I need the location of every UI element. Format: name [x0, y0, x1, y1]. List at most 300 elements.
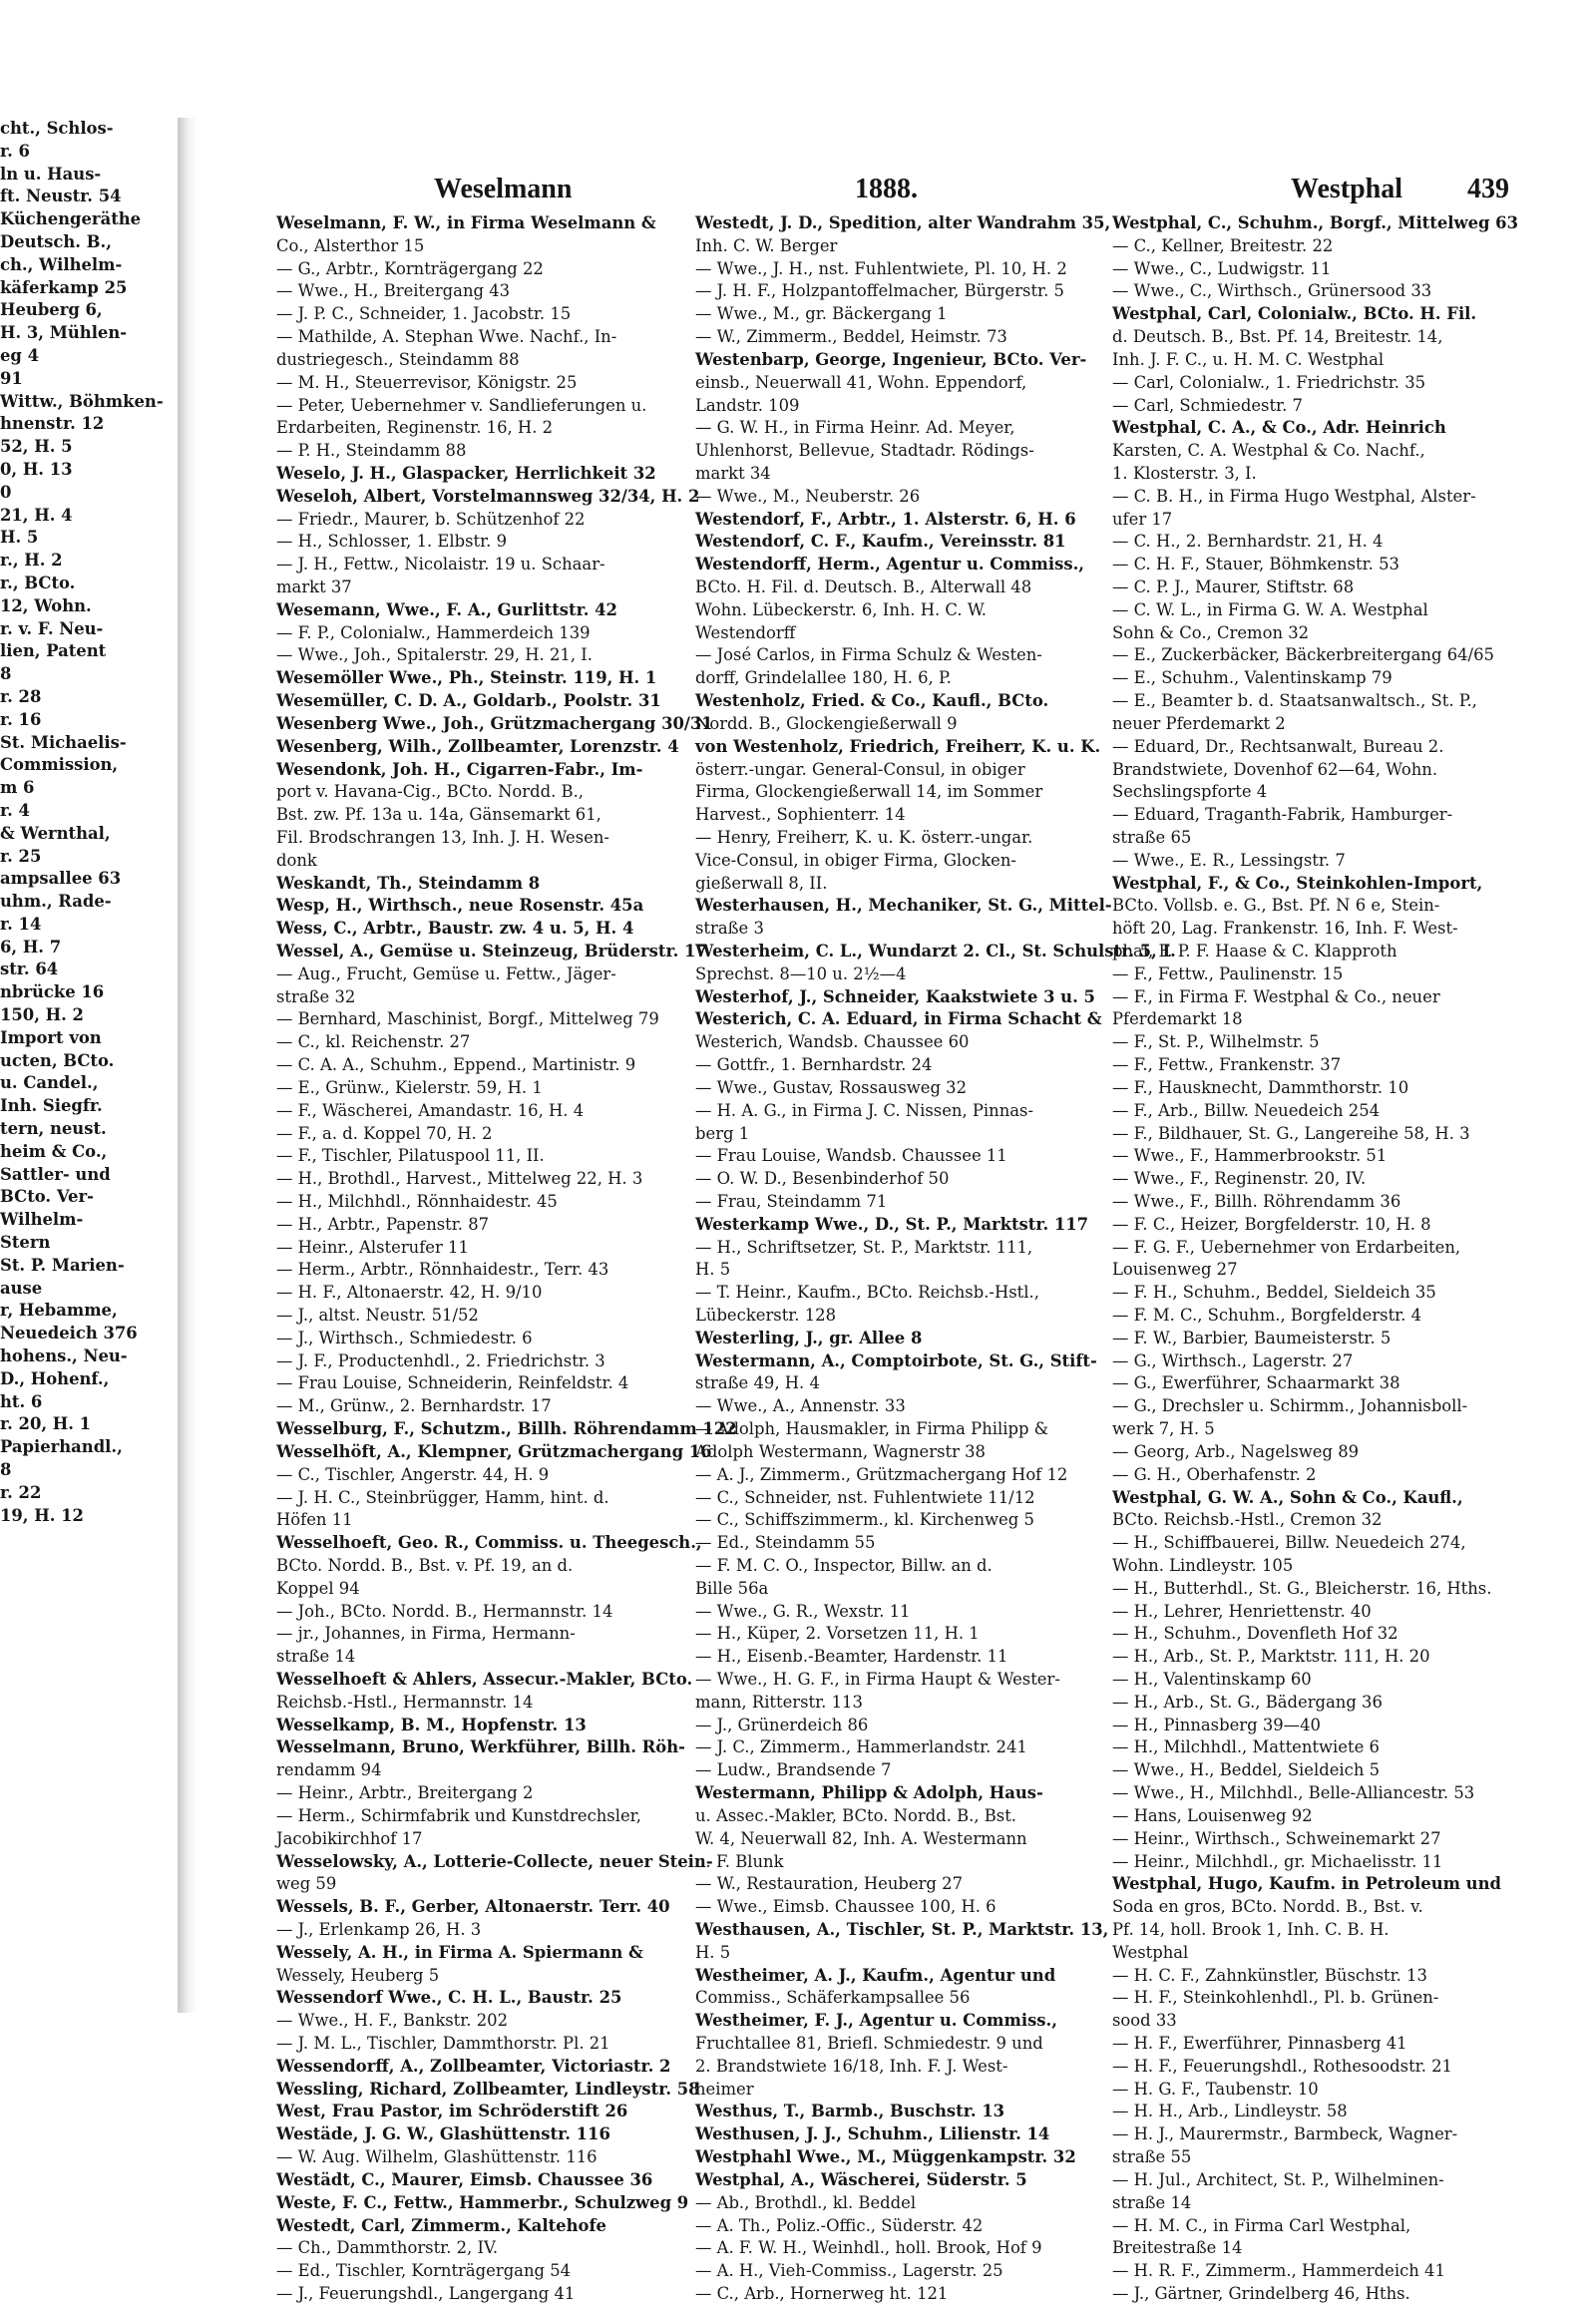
fragment-line: 52, H. 5 [0, 437, 73, 457]
directory-entry-line: — Wwe., C., Ludwigstr. 11 [1112, 258, 1332, 278]
fragment-line: H. 3, Mühlen- [0, 323, 128, 343]
directory-entry-line: — J. H., Fettw., Nicolaistr. 19 u. Schaar- [276, 555, 605, 575]
directory-entry-line: — H., Pinnasberg 39—40 [1112, 1715, 1321, 1734]
fragment-line: r. 20, H. 1 [0, 1414, 92, 1434]
directory-entry-line: — C. B. H., in Firma Hugo Westphal, Alster- [1112, 486, 1476, 506]
directory-entry-line: Wesselburg, F., Schutzm., Billh. Röhrendamm 122 [276, 1419, 737, 1439]
directory-entry-line: Soda en gros, BCto. Nordd. B., Bst. v. [1112, 1897, 1423, 1917]
directory-entry-line: — Wwe., M., Neuberstr. 26 [695, 486, 921, 506]
directory-entry-line: Wesendonk, Joh. H., Cigarren-Fabr., Im- [276, 759, 643, 779]
directory-entry-line: — Aug., Frucht, Gemüse u. Fettw., Jäger- [276, 963, 616, 983]
directory-entry-line: — Ch., Dammthorstr. 2, IV. [276, 2238, 499, 2258]
directory-entry-line: Co., Alsterthor 15 [276, 235, 425, 255]
directory-entry-line: Wesselowsky, A., Lotterie-Collecte, neuer Stein- [276, 1851, 713, 1871]
directory-entry-line: Westerkamp Wwe., D., St. P., Marktstr. 117 [695, 1214, 1089, 1234]
directory-entry-line: — Gottfr., 1. Bernhardstr. 24 [695, 1055, 933, 1075]
directory-entry-line: — H. R. F., Zimmerm., Hammerdeich 41 [1112, 2261, 1445, 2281]
running-header [200, 174, 1588, 213]
fragment-line: ln u. Haus- [0, 164, 102, 184]
directory-entry-line: Pferdemarkt 18 [1112, 1009, 1243, 1029]
directory-entry-line: einsb., Neuerwall 41, Wohn. Eppendorf, [695, 372, 1027, 392]
directory-entry-line: — F., Bildhauer, St. G., Langereihe 58, H. 3 [1112, 1123, 1470, 1143]
directory-entry-line: — Wwe., A., Annenstr. 33 [695, 1396, 906, 1416]
directory-entry-line: — E., Grünw., Kielerstr. 59, H. 1 [276, 1077, 543, 1097]
directory-entry-line: — E., Schuhm., Valentinskamp 79 [1112, 668, 1393, 688]
directory-entry-line: — Wwe., H., Milchhdl., Belle-Alliancestr. 53 [1112, 1783, 1475, 1803]
directory-entry-line: Wohn. Lindleystr. 105 [1112, 1555, 1294, 1575]
directory-entry-line: 2. Brandstwiete 16/18, Inh. F. J. West- [695, 2056, 1008, 2076]
directory-entry-line: — H. F., Feuerungshdl., Rothesoodstr. 21 [1112, 2056, 1452, 2076]
directory-entry-line: — H. J., Maurermstr., Barmbeck, Wagner- [1112, 2124, 1458, 2144]
directory-entry-line: — Ed., Steindamm 55 [695, 1533, 876, 1553]
directory-entry-line: — F., in Firma F. Westphal & Co., neuer [1112, 986, 1440, 1006]
fragment-line: m 6 [0, 778, 35, 798]
directory-entry-line: — Heinr., Alsterufer 11 [276, 1237, 469, 1257]
fragment-line: lien, Patent [0, 641, 107, 661]
directory-entry-line: BCto. H. Fil. d. Deutsch. B., Alterwall 48 [695, 577, 1032, 596]
fragment-line: 12, Wohn. [0, 595, 92, 615]
directory-entry-line: Louisenweg 27 [1112, 1260, 1238, 1280]
directory-entry-line: straße 55 [1112, 2147, 1192, 2167]
directory-entry-line: Landstr. 109 [695, 395, 800, 415]
directory-entry-line: — G., Ewerführer, Schaarmarkt 38 [1112, 1373, 1400, 1393]
directory-entry-line: — J., Grünerdeich 86 [695, 1715, 869, 1734]
directory-entry-line: — J. C., Zimmerm., Hammerlandstr. 241 [695, 1737, 1027, 1757]
fragment-line: Stern [0, 1233, 51, 1253]
fragment-line: ft. Neustr. 54 [0, 187, 122, 206]
directory-entry-line: — Wwe., H. F., Bankstr. 202 [276, 2011, 509, 2031]
fragment-line: nbrücke 16 [0, 982, 105, 1002]
directory-entry-line: — C. H. F., Stauer, Böhmkenstr. 53 [1112, 555, 1399, 575]
directory-entry-line: Westerich, Wandsb. Chaussee 60 [695, 1032, 970, 1052]
fragment-line: cht., Schlos- [0, 119, 114, 138]
directory-entry-line: — F. C., Heizer, Borgfelderstr. 10, H. 8 [1112, 1214, 1431, 1234]
directory-entry-line: — E., Beamter b. d. Staatsanwaltsch., St. P., [1112, 691, 1477, 711]
directory-entry-line: Erdarbeiten, Reginenstr. 16, H. 2 [276, 418, 554, 438]
directory-entry-line: — Wwe., Gustav, Rossausweg 32 [695, 1077, 968, 1097]
directory-entry-line: — M., Grünw., 2. Bernhardstr. 17 [276, 1396, 552, 1416]
directory-entry-line: — J., Gärtner, Grindelberg 46, Hths. [1112, 2283, 1410, 2303]
fragment-line: Sattler- und [0, 1164, 111, 1184]
directory-entry-line: Bille 56a [695, 1578, 769, 1598]
directory-entry-line: — Carl, Schmiedestr. 7 [1112, 395, 1303, 415]
directory-entry-line: Wesselkamp, B. M., Hopfenstr. 13 [276, 1715, 587, 1734]
directory-entry-line: — Frau, Steindamm 71 [695, 1191, 888, 1211]
directory-entry-line: — jr., Johannes, in Firma, Hermann- [276, 1624, 576, 1644]
directory-entry-line: — Wwe., Eimsb. Chaussee 100, H. 6 [695, 1897, 997, 1917]
directory-entry-line: — F. M. C., Schuhm., Borgfelderstr. 4 [1112, 1306, 1422, 1325]
directory-entry-line: — H. H., Arb., Lindleystr. 58 [1112, 2102, 1348, 2121]
directory-entry-line: — F., a. d. Koppel 70, H. 2 [276, 1123, 493, 1143]
directory-entry-line: — Ed., Tischler, Kornträgergang 54 [276, 2261, 572, 2281]
fragment-line: ht. 6 [0, 1391, 43, 1411]
directory-entry-line: — H., Arb., St. P., Marktstr. 111, H. 20 [1112, 1647, 1430, 1667]
directory-entry-line: Westheimer, F. J., Agentur u. Commiss., [695, 2011, 1057, 2031]
directory-entry-line: von Westenholz, Friedrich, Freiherr, K. u. K. [695, 736, 1101, 756]
directory-entry-line: — Georg, Arb., Nagelsweg 89 [1112, 1441, 1360, 1461]
fragment-line: r. 6 [0, 141, 30, 161]
directory-entry-line: — C., kl. Reichenstr. 27 [276, 1032, 471, 1052]
directory-entry-line: — Herm., Arbtr., Rönnhaidestr., Terr. 43 [276, 1260, 609, 1280]
directory-entry-line: — F. W., Barbier, Baumeisterstr. 5 [1112, 1328, 1392, 1347]
directory-entry-line: Westhusen, J. J., Schuhm., Lilienstr. 14 [695, 2124, 1050, 2144]
directory-entry-line: — F. H., Schuhm., Beddel, Sieldeich 35 [1112, 1283, 1436, 1303]
fragment-line: St. Michaelis- [0, 732, 127, 752]
directory-entry-line: — G., Arbtr., Kornträgergang 22 [276, 258, 544, 278]
fragment-line: 91 [0, 368, 23, 388]
directory-entry-line: Wesselhoeft & Ahlers, Assecur.-Makler, BCto. [276, 1670, 693, 1689]
fragment-line: r. 22 [0, 1482, 42, 1502]
directory-entry-line: Sechslingspforte 4 [1112, 782, 1268, 802]
directory-entry-line: Westheimer, A. J., Kaufm., Agentur und [695, 1965, 1056, 1985]
directory-entry-line: — F., Hausknecht, Dammthorstr. 10 [1112, 1077, 1409, 1097]
directory-entry-line: — Wwe., H. G. F., in Firma Haupt & Wester- [695, 1670, 1060, 1689]
directory-entry-line: Westermann, A., Comptoirbote, St. G., Stift- [695, 1350, 1097, 1370]
directory-entry-line: Westerheim, C. L., Wundarzt 2. Cl., St. Schulstr. 5, I. [695, 942, 1176, 961]
directory-entry-line: Westenbarp, George, Ingenieur, BCto. Ver- [695, 349, 1087, 369]
directory-entry-line: — H., Milchhdl., Rönnhaidestr. 45 [276, 1191, 558, 1211]
fragment-line: 8 [0, 1460, 12, 1480]
fragment-line: Commission, [0, 755, 119, 775]
directory-entry-line: Westendorf, F., Arbtr., 1. Alsterstr. 6, H. 6 [695, 509, 1076, 529]
directory-entry-line: Wessely, A. H., in Firma A. Spiermann & [276, 1942, 643, 1962]
header-year: 1888. [855, 174, 918, 204]
directory-entry-line: Westphal, Hugo, Kaufm. in Petroleum und [1112, 1874, 1501, 1894]
directory-entry-line: — F. G. F., Uebernehmer von Erdarbeiten, [1112, 1237, 1461, 1257]
fragment-line: käferkamp 25 [0, 277, 128, 297]
fragment-line: u. Candel., [0, 1073, 99, 1093]
fragment-line: 21, H. 4 [0, 505, 73, 525]
directory-entry-line: — H. C. F., Zahnkünstler, Büschstr. 13 [1112, 1965, 1427, 1985]
directory-entry-line: BCto. Nordd. B., Bst. v. Pf. 19, an d. [276, 1555, 574, 1575]
directory-entry-line: Wesenberg Wwe., Joh., Grützmachergang 30/31 [276, 713, 713, 733]
directory-entry-line: Uhlenhorst, Bellevue, Stadtadr. Rödings- [695, 441, 1034, 461]
directory-entry-line: Westedt, J. D., Spedition, alter Wandrahm 35, [695, 213, 1111, 232]
fragment-line: Küchengeräthe [0, 209, 142, 229]
directory-entry-line: Inh. C. W. Berger [695, 235, 838, 255]
directory-entry-line: Commiss., Schäferkampsallee 56 [695, 1988, 971, 2008]
directory-entry-line: Wessels, B. F., Gerber, Altonaerstr. Terr. 40 [276, 1897, 670, 1917]
directory-entry-line: österr.-ungar. General-Consul, in obiger [695, 759, 1025, 779]
directory-entry-line: Wesemann, Wwe., F. A., Gurlittstr. 42 [276, 599, 617, 619]
directory-entry-line: — C. A. A., Schuhm., Eppend., Martinistr. 9 [276, 1055, 636, 1075]
directory-entry-line: — F., St. P., Wilhelmstr. 5 [1112, 1032, 1320, 1052]
directory-entry-line: straße 65 [1112, 827, 1192, 847]
directory-entry-line: — Wwe., H., Breitergang 43 [276, 281, 511, 301]
directory-entry-line: Jacobikirchhof 17 [276, 1828, 423, 1848]
directory-entry-line: rendamm 94 [276, 1760, 382, 1780]
directory-entry-line: donk [276, 850, 317, 870]
directory-entry-line: — H., Valentinskamp 60 [1112, 1670, 1312, 1689]
directory-entry-line: — Henry, Freiherr, K. u. K. österr.-ungar. [695, 827, 1033, 847]
fragment-line: r., H. 2 [0, 551, 63, 571]
directory-entry-line: Sprechst. 8—10 u. 2½—4 [695, 963, 907, 983]
directory-entry-line: Westerhausen, H., Mechaniker, St. G., Mittel- [695, 896, 1112, 916]
directory-entry-line: — O. W. D., Besenbinderhof 50 [695, 1169, 950, 1189]
directory-entry-line: straße 14 [1112, 2192, 1192, 2212]
directory-entry-line: Westädt, C., Maurer, Eimsb. Chaussee 36 [276, 2169, 653, 2189]
directory-entry-line: Westphal, Carl, Colonialw., BCto. H. Fil. [1112, 304, 1477, 324]
header-left-keyword: Weselmann [434, 174, 573, 204]
directory-entry-line: Wesselhoeft, Geo. R., Commiss. u. Theegesch., [276, 1533, 702, 1553]
directory-entry-line: — F., Tischler, Pilatuspool 11, II. [276, 1146, 545, 1166]
directory-entry-line: Westphal [1112, 1942, 1189, 1962]
fragment-line: Heuberg 6, [0, 300, 103, 320]
directory-entry-line: Wessendorff, A., Zollbeamter, Victoriastr. 2 [276, 2056, 671, 2076]
directory-entry-line: — Wwe., Joh., Spitalerstr. 29, H. 21, I. [276, 645, 593, 665]
directory-entry-line: Wessendorf Wwe., C. H. L., Baustr. 25 [276, 1988, 622, 2008]
directory-entry-line: — H., Schlosser, 1. Elbstr. 9 [276, 532, 508, 552]
fragment-line: 0 [0, 482, 12, 502]
directory-entry-line: dorff, Grindelallee 180, H. 6, P. [695, 668, 952, 688]
directory-entry-line: — H., Brothdl., Harvest., Mittelweg 22, H. 3 [276, 1169, 643, 1189]
directory-entry-line: Brandstwiete, Dovenhof 62—64, Wohn. [1112, 759, 1438, 779]
directory-entry-line: berg 1 [695, 1123, 750, 1143]
directory-entry-line: — C. H., 2. Bernhardstr. 21, H. 4 [1112, 532, 1384, 552]
fragment-line: Wilhelm- [0, 1210, 84, 1230]
directory-entry-line: Westendorf, C. F., Kaufm., Vereinsstr. 81 [695, 532, 1066, 552]
directory-entry-line: d. Deutsch. B., Bst. Pf. 14, Breitestr. 14, [1112, 327, 1443, 347]
page-number: 439 [1467, 174, 1509, 204]
directory-entry-line: — Eduard, Dr., Rechtsanwalt, Bureau 2. [1112, 736, 1444, 756]
fragment-line: ch., Wilhelm- [0, 254, 123, 274]
directory-entry-line: Weste, F. C., Fettw., Hammerbr., Schulzweg 9 [276, 2192, 689, 2212]
directory-entry-line: BCto. Reichsb.-Hstl., Cremon 32 [1112, 1510, 1383, 1530]
directory-entry-line: — H., Schiffbauerei, Billw. Neuedeich 274, [1112, 1533, 1466, 1553]
directory-entry-line: höft 20, Lag. Frankenstr. 16, Inh. F. West- [1112, 919, 1458, 939]
directory-entry-line: Westphal, A., Wäscherei, Süderstr. 5 [695, 2169, 1027, 2189]
directory-entry-line: Höfen 11 [276, 1510, 353, 1530]
fragment-line: ause [0, 1278, 43, 1298]
directory-entry-line: — Heinr., Milchhdl., gr. Michaelisstr. 11 [1112, 1851, 1443, 1871]
directory-entry-line: Westphal, C., Schuhm., Borgf., Mittelweg 63 [1112, 213, 1518, 232]
directory-entry-line: Wessel, A., Gemüse u. Steinzeug, Brüderstr. 17 [276, 942, 707, 961]
directory-entry-line: — H., Arbtr., Papenstr. 87 [276, 1214, 490, 1234]
directory-entry-line: Westphal, C. A., & Co., Adr. Heinrich [1112, 418, 1446, 438]
directory-entry-line: — J. H. F., Holzpantoffelmacher, Bürgerstr. 5 [695, 281, 1064, 301]
directory-entry-line: — Wwe., J. H., nst. Fuhlentwiete, Pl. 10, H. 2 [695, 258, 1067, 278]
fragment-line: ucten, BCto. [0, 1050, 115, 1070]
directory-entry-line: — F., Fettw., Paulinenstr. 15 [1112, 963, 1344, 983]
directory-entry-line: — José Carlos, in Firma Schulz & Westen- [695, 645, 1042, 665]
directory-entry-line: — H. F., Steinkohlenhdl., Pl. b. Grünen- [1112, 1988, 1439, 2008]
directory-entry-line: — H., Schuhm., Dovenfleth Hof 32 [1112, 1624, 1398, 1644]
directory-entry-line: Karsten, C. A. Westphal & Co. Nachf., [1112, 441, 1425, 461]
directory-entry-line: Firma, Glockengießerwall 14, im Sommer [695, 782, 1043, 802]
directory-entry-line: — H., Arb., St. G., Bädergang 36 [1112, 1692, 1383, 1712]
directory-entry-line: — J., altst. Neustr. 51/52 [276, 1306, 479, 1325]
directory-entry-line: — J., Erlenkamp 26, H. 3 [276, 1919, 482, 1939]
directory-entry-line: heimer [695, 2079, 754, 2099]
directory-entry-line: — J., Wirthsch., Schmiedestr. 6 [276, 1328, 533, 1347]
directory-entry-line: — Frau Louise, Schneiderin, Reinfeldstr. 4 [276, 1373, 629, 1393]
directory-entry-line: Weskandt, Th., Steindamm 8 [276, 873, 541, 893]
directory-entry-line: dustriegesch., Steindamm 88 [276, 349, 520, 369]
directory-entry-line: Westphal, G. W. A., Sohn & Co., Kaufl., [1112, 1487, 1463, 1507]
directory-entry-line: Adolph Westermann, Wagnerstr 38 [695, 1441, 986, 1461]
header-right-keyword: Westphal [1291, 174, 1403, 204]
directory-entry-line: phal, F. P. F. Haase & C. Klapproth [1112, 942, 1397, 961]
directory-entry-line: Inh. J. F. C., u. H. M. C. Westphal [1112, 349, 1385, 369]
fragment-line: 0, H. 13 [0, 459, 73, 479]
directory-entry-line: — Wwe., M., gr. Bäckergang 1 [695, 304, 948, 324]
directory-entry-line: u. Assec.-Makler, BCto. Nordd. B., Bst. [695, 1805, 1017, 1825]
directory-entry-line: — Wwe., F., Billh. Röhrendamm 36 [1112, 1191, 1401, 1211]
directory-entry-line: — H. M. C., in Firma Carl Westphal, [1112, 2215, 1411, 2235]
directory-entry-line: Bst. zw. Pf. 13a u. 14a, Gänsemarkt 61, [276, 805, 601, 825]
directory-entry-line: — E., Zuckerbäcker, Bäckerbreitergang 64/65 [1112, 645, 1494, 665]
fragment-line: Deutsch. B., [0, 231, 112, 251]
directory-entry-line: — J., Feuerungshdl., Langergang 41 [276, 2283, 576, 2303]
directory-entry-line: markt 34 [695, 463, 771, 483]
directory-entry-line: Westhus, T., Barmb., Buschstr. 13 [695, 2102, 1005, 2121]
directory-entry-line: — C. W. L., in Firma G. W. A. Westphal [1112, 599, 1428, 619]
directory-entry-line: — F., Wäscherei, Amandastr. 16, H. 4 [276, 1100, 585, 1120]
directory-entry-line: — P. H., Steindamm 88 [276, 441, 467, 461]
fragment-line: eg 4 [0, 345, 39, 365]
directory-entry-line: ufer 17 [1112, 509, 1173, 529]
directory-entry-line: — C., Schneider, nst. Fuhlentwiete 11/12 [695, 1487, 1035, 1507]
directory-entry-line: weg 59 [276, 1874, 337, 1894]
directory-entry-line: 1. Klosterstr. 3, I. [1112, 463, 1257, 483]
directory-entry-line: sood 33 [1112, 2011, 1177, 2031]
directory-entry-line: — W., Zimmerm., Beddel, Heimstr. 73 [695, 327, 1007, 347]
directory-entry-line: — H., Lehrer, Henriettenstr. 40 [1112, 1601, 1372, 1621]
directory-entry-line: — H. F., Altonaerstr. 42, H. 9/10 [276, 1283, 543, 1303]
directory-entry-line: — Wwe., E. R., Lessingstr. 7 [1112, 850, 1346, 870]
fragment-line: r. v. F. Neu- [0, 618, 104, 638]
directory-entry-line: — M. H., Steuerrevisor, Königstr. 25 [276, 372, 578, 392]
fragment-line: r., BCto. [0, 573, 76, 592]
directory-entry-line: — G. H., Oberhafenstr. 2 [1112, 1464, 1317, 1484]
directory-entry-line: — A. F. W. H., Weinhdl., holl. Brook, Hof 9 [695, 2238, 1042, 2258]
fragment-line: hnenstr. 12 [0, 414, 105, 434]
directory-entry-line: Fil. Brodschrangen 13, Inh. J. H. Wesen- [276, 827, 609, 847]
directory-entry-line: Wesselmann, Bruno, Werkführer, Billh. Röh- [276, 1737, 685, 1757]
fragment-line: Neuedeich 376 [0, 1324, 138, 1344]
directory-entry-line: H. 5 [695, 1942, 731, 1962]
fragment-line: Import von [0, 1027, 102, 1047]
column-3 [1112, 212, 1523, 2306]
directory-entry-line: — C. P. J., Maurer, Stiftstr. 68 [1112, 577, 1355, 596]
directory-entry-line: — H. Jul., Architect, St. P., Wilhelminen- [1112, 2169, 1444, 2189]
fragment-line: str. 64 [0, 960, 59, 979]
directory-entry-line: Lübeckerstr. 128 [695, 1306, 837, 1325]
directory-entry-line: — Hans, Louisenweg 92 [1112, 1805, 1313, 1825]
fragment-line: D., Hohenf., [0, 1368, 110, 1388]
directory-entry-line: — C., Tischler, Angerstr. 44, H. 9 [276, 1464, 550, 1484]
directory-entry-line: Nordd. B., Glockengießerwall 9 [695, 713, 958, 733]
directory-entry-line: — Joh., BCto. Nordd. B., Hermannstr. 14 [276, 1601, 613, 1621]
directory-entry-line: straße 32 [276, 986, 356, 1006]
directory-entry-line: Westphal, F., & Co., Steinkohlen-Import, [1112, 873, 1483, 893]
directory-entry-line: Westäde, J. G. W., Glashüttenstr. 116 [276, 2124, 610, 2144]
directory-entry-line: — Friedr., Maurer, b. Schützenhof 22 [276, 509, 586, 529]
directory-entry-line: — Eduard, Traganth-Fabrik, Hamburger- [1112, 805, 1453, 825]
directory-entry-line: Wesenberg, Wilh., Zollbeamter, Lorenzstr. 4 [276, 736, 679, 756]
directory-entry-line: — J. H. C., Steinbrügger, Hamm, hint. d. [276, 1487, 609, 1507]
page-gutter [178, 118, 198, 2013]
fragment-line: Inh. Siegfr. [0, 1096, 103, 1116]
directory-entry-line: — Heinr., Wirthsch., Schweinemarkt 27 [1112, 1828, 1441, 1848]
directory-entry-line: Westphahl Wwe., M., Müggenkampstr. 32 [695, 2147, 1076, 2167]
directory-entry-line: — H. G. F., Taubenstr. 10 [1112, 2079, 1319, 2099]
directory-entry-line: W. 4, Neuerwall 82, Inh. A. Westermann [695, 1828, 1027, 1848]
fragment-line: 150, H. 2 [0, 1005, 84, 1025]
directory-entry-line: Westendorff, Herm., Agentur u. Commiss., [695, 555, 1084, 575]
directory-entry-line: — W. Aug. Wilhelm, Glashüttenstr. 116 [276, 2147, 598, 2167]
directory-entry-line: BCto. Vollsb. e. G., Bst. Pf. N 6 e, Stein- [1112, 896, 1440, 916]
directory-entry-line: — Frau Louise, Wandsb. Chaussee 11 [695, 1146, 1007, 1166]
fragment-line: r. 25 [0, 846, 42, 866]
directory-entry-line: — F. P., Colonialw., Hammerdeich 139 [276, 622, 591, 642]
directory-entry-line: West, Frau Pastor, im Schröderstift 26 [276, 2102, 628, 2121]
directory-entry-line: neuer Pferdemarkt 2 [1112, 713, 1286, 733]
directory-entry-line: — H. A. G., in Firma J. C. Nissen, Pinnas- [695, 1100, 1033, 1120]
fragment-line: 8 [0, 664, 12, 684]
directory-entry-line: — F. M. C. O., Inspector, Billw. an d. [695, 1555, 993, 1575]
directory-entry-line: — C., Schiffszimmerm., kl. Kirchenweg 5 [695, 1510, 1034, 1530]
directory-entry-line: — Wwe., F., Reginenstr. 20, IV. [1112, 1169, 1367, 1189]
directory-entry-line: — A. J., Zimmerm., Grützmachergang Hof 12 [695, 1464, 1068, 1484]
fragment-line: H. 5 [0, 528, 39, 548]
directory-entry-line: Wesp, H., Wirthsch., neue Rosenstr. 45a [276, 896, 644, 916]
directory-entry-line: — Wwe., F., Hammerbrookstr. 51 [1112, 1146, 1388, 1166]
directory-entry-line: — H., Milchhdl., Mattentwiete 6 [1112, 1737, 1380, 1757]
fragment-line: r. 16 [0, 709, 42, 729]
fragment-line: ampsallee 63 [0, 869, 122, 889]
directory-entry-line: Westerhof, J., Schneider, Kaakstwiete 3 u. 5 [695, 986, 1095, 1006]
directory-entry-line: gießerwall 8, II. [695, 873, 828, 893]
directory-entry-line: Sohn & Co., Cremon 32 [1112, 622, 1310, 642]
directory-entry-line: straße 49, H. 4 [695, 1373, 820, 1393]
directory-entry-line: Wessling, Richard, Zollbeamter, Lindleystr. 58 [276, 2079, 700, 2099]
directory-entry-line: — H., Eisenb.-Beamter, Hardenstr. 11 [695, 1647, 1008, 1667]
directory-entry-line: — H., Küper, 2. Vorsetzen 11, H. 1 [695, 1624, 980, 1644]
directory-entry-line: Weselo, J. H., Glaspacker, Herrlichkeit 32 [276, 463, 656, 483]
directory-entry-line: — G., Wirthsch., Lagerstr. 27 [1112, 1350, 1354, 1370]
previous-page-fragment [0, 118, 182, 1993]
directory-entry-line: — J. M. L., Tischler, Dammthorstr. Pl. 21 [276, 2034, 610, 2053]
fragment-line: uhm., Rade- [0, 892, 112, 912]
fragment-line: r, Hebamme, [0, 1301, 118, 1321]
directory-entry-line: — W., Restauration, Heuberg 27 [695, 1874, 963, 1894]
directory-entry-line: Pf. 14, holl. Brook 1, Inh. C. B. H. [1112, 1919, 1390, 1939]
directory-entry-line: — H. F., Ewerführer, Pinnasberg 41 [1112, 2034, 1407, 2053]
directory-entry-line: Westermann, Philipp & Adolph, Haus- [695, 1783, 1043, 1803]
directory-entry-line: Wesemöller Wwe., Ph., Steinstr. 119, H. 1 [276, 668, 657, 688]
directory-entry-line: Reichsb.-Hstl., Hermannstr. 14 [276, 1692, 534, 1712]
directory-entry-line: — C., Kellner, Breitestr. 22 [1112, 235, 1334, 255]
directory-entry-line: Harvest., Sophienterr. 14 [695, 805, 906, 825]
fragment-line: 19, H. 12 [0, 1505, 84, 1525]
directory-entry-line: Wohn. Lübeckerstr. 6, Inh. H. C. W. [695, 599, 988, 619]
directory-entry-line: Wesselhöft, A., Klempner, Grützmachergang 16 [276, 1441, 712, 1461]
directory-entry-line: — A. Th., Poliz.-Offic., Süderstr. 42 [695, 2215, 984, 2235]
directory-entry-line: port v. Havana-Cig., BCto. Nordd. B., [276, 782, 584, 802]
directory-entry-line: mann, Ritterstr. 113 [695, 1692, 863, 1712]
directory-entry-line: — J. F., Productenhdl., 2. Friedrichstr. 3 [276, 1350, 605, 1370]
directory-entry-line: — Herm., Schirmfabrik und Kunstdrechsler, [276, 1805, 641, 1825]
fragment-line: 6, H. 7 [0, 937, 62, 957]
directory-entry-line: — H., Butterhdl., St. G., Bleicherstr. 16, Hths. [1112, 1578, 1492, 1598]
directory-entry-line: — C., Arb., Hornerweg ht. 121 [695, 2283, 949, 2303]
fragment-line: heim & Co., [0, 1141, 108, 1161]
fragment-line: BCto. Ver- [0, 1187, 94, 1207]
directory-entry-line: — F., Arb., Billw. Neuedeich 254 [1112, 1100, 1381, 1120]
directory-entry-line: — Peter, Uebernehmer v. Sandlieferungen u. [276, 395, 647, 415]
directory-entry-line: — Mathilde, A. Stephan Wwe. Nachf., In- [276, 327, 617, 347]
